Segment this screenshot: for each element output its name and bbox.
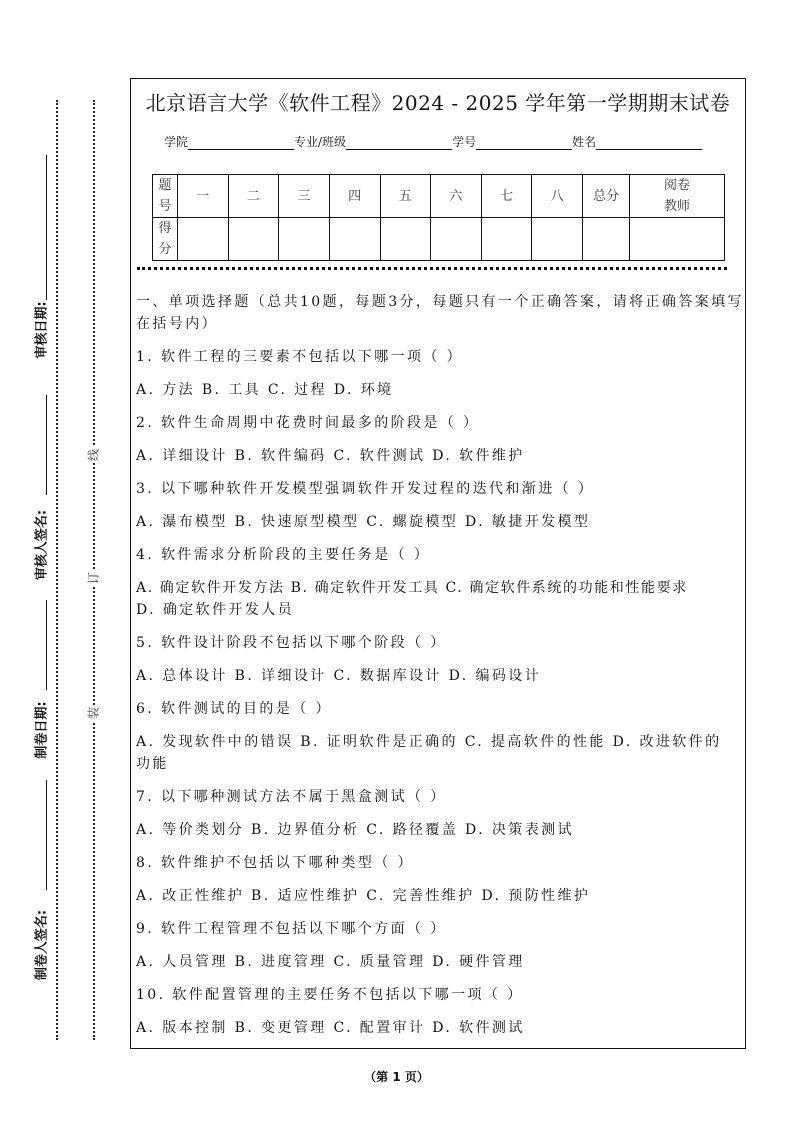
options-4: A. 确定软件开发方法 B. 确定软件开发工具 C. 确定软件系统的功能和性能要求 D. 确定软件开发人员	[136, 580, 688, 618]
reviewer-signature-label: 审核人签名:	[34, 509, 50, 581]
questions	[136, 291, 746, 1050]
name-field[interactable]	[596, 137, 702, 150]
dotted-divider	[137, 267, 727, 270]
column-head: 八	[532, 175, 583, 218]
score-cell[interactable]	[279, 218, 330, 261]
question-5: 5. 软件设计阶段不包括以下哪个阶段（ ）	[136, 635, 447, 651]
question-3: 3. 以下哪种软件开发模型强调软件开发过程的迭代和渐进（ ）	[136, 481, 595, 497]
review-date-label: 审核日期:	[34, 301, 50, 359]
preparer-signature-label: 制卷人签名:	[34, 909, 50, 981]
options-9: A. 人员管理 B. 进度管理 C. 质量管理 D. 硬件管理	[136, 954, 525, 970]
column-head: 三	[279, 175, 330, 218]
binding-char-zhuang: 装	[86, 706, 101, 720]
options-2: A. 详细设计 B. 软件编码 C. 软件测试 D. 软件维护	[136, 448, 525, 464]
binding-char-xian: 线	[86, 448, 101, 462]
column-head: 二	[228, 175, 279, 218]
major-label: 专业/班级	[294, 135, 347, 149]
column-head: 七	[481, 175, 532, 218]
score-table	[152, 174, 725, 261]
question-1: 1. 软件工程的三要素不包括以下哪一项（ ）	[136, 349, 464, 365]
reviewer-head: 阅卷 教师	[630, 175, 725, 218]
name-label: 姓名	[572, 135, 597, 149]
student-id-field[interactable]	[476, 137, 572, 150]
score-cell[interactable]	[630, 218, 725, 261]
question-2: 2. 软件生命周期中花费时间最多的阶段是（ ）	[136, 415, 480, 431]
column-head: 五	[380, 175, 431, 218]
college-field[interactable]	[188, 137, 294, 150]
student-info-row	[164, 133, 702, 150]
score-cell[interactable]	[532, 218, 583, 261]
column-head: 六	[431, 175, 482, 218]
student-id-label: 学号	[452, 135, 477, 149]
signature-line	[46, 155, 47, 300]
signature-line	[46, 780, 47, 890]
major-field[interactable]	[346, 137, 452, 150]
seal-dotted-line-outer	[56, 100, 58, 1040]
column-head: 四	[329, 175, 380, 218]
question-4: 4. 软件需求分析阶段的主要任务是（ ）	[136, 547, 431, 563]
exam-frame	[130, 78, 746, 1049]
table-row-header	[153, 175, 725, 218]
exam-title: 北京语言大学《软件工程》2024 - 2025 学年第一学期期末试卷	[145, 91, 731, 115]
page-number: （第 1 页）	[364, 1070, 429, 1084]
score-cell[interactable]	[431, 218, 482, 261]
options-10: A. 版本控制 B. 变更管理 C. 配置审计 D. 软件测试	[136, 1020, 525, 1036]
column-head: 一	[178, 175, 229, 218]
signature-line	[46, 395, 47, 495]
binding-char-ding: 订	[86, 571, 101, 585]
question-10: 10. 软件配置管理的主要任务不包括以下哪一项（ ）	[136, 987, 524, 1003]
question-7: 7. 以下哪种测试方法不属于黑盒测试（ ）	[136, 789, 447, 805]
score-cell[interactable]	[228, 218, 279, 261]
score-cell[interactable]	[380, 218, 431, 261]
options-1: A. 方法 B. 工具 C. 过程 D. 环境	[136, 382, 394, 398]
college-label: 学院	[164, 135, 189, 149]
preparation-date-label: 制卷日期:	[34, 701, 50, 759]
score-cell[interactable]	[481, 218, 532, 261]
score-cell[interactable]	[329, 218, 380, 261]
row-head-cell: 得 分	[153, 218, 178, 261]
options-6: A. 发现软件中的错误 B. 证明软件是正确的 C. 提高软件的性能 D. 改进软件的 功能	[136, 734, 722, 772]
score-cell[interactable]	[583, 218, 630, 261]
question-6: 6. 软件测试的目的是（ ）	[136, 701, 332, 717]
options-8: A. 改正性维护 B. 适应性维护 C. 完善性维护 D. 预防性维护	[136, 888, 591, 904]
row-head-cell: 题 号	[153, 175, 178, 218]
question-9: 9. 软件工程管理不包括以下哪个方面（ ）	[136, 921, 447, 937]
column-head: 总分	[583, 175, 630, 218]
options-5: A. 总体设计 B. 详细设计 C. 数据库设计 D. 编码设计	[136, 668, 542, 684]
section-heading: 一、单项选择题（总共10题，每题3分，每题只有一个正确答案，请将正确答案填写 在括号内）	[136, 294, 744, 332]
options-7: A. 等价类划分 B. 边界值分析 C. 路径覆盖 D. 决策表测试	[136, 822, 574, 838]
table-row-score	[153, 218, 725, 261]
options-3: A. 瀑布模型 B. 快速原型模型 C. 螺旋模型 D. 敏捷开发模型	[136, 514, 591, 530]
question-8: 8. 软件维护不包括以下哪种类型（ ）	[136, 855, 414, 871]
score-cell[interactable]	[178, 218, 229, 261]
signature-line	[46, 600, 47, 690]
